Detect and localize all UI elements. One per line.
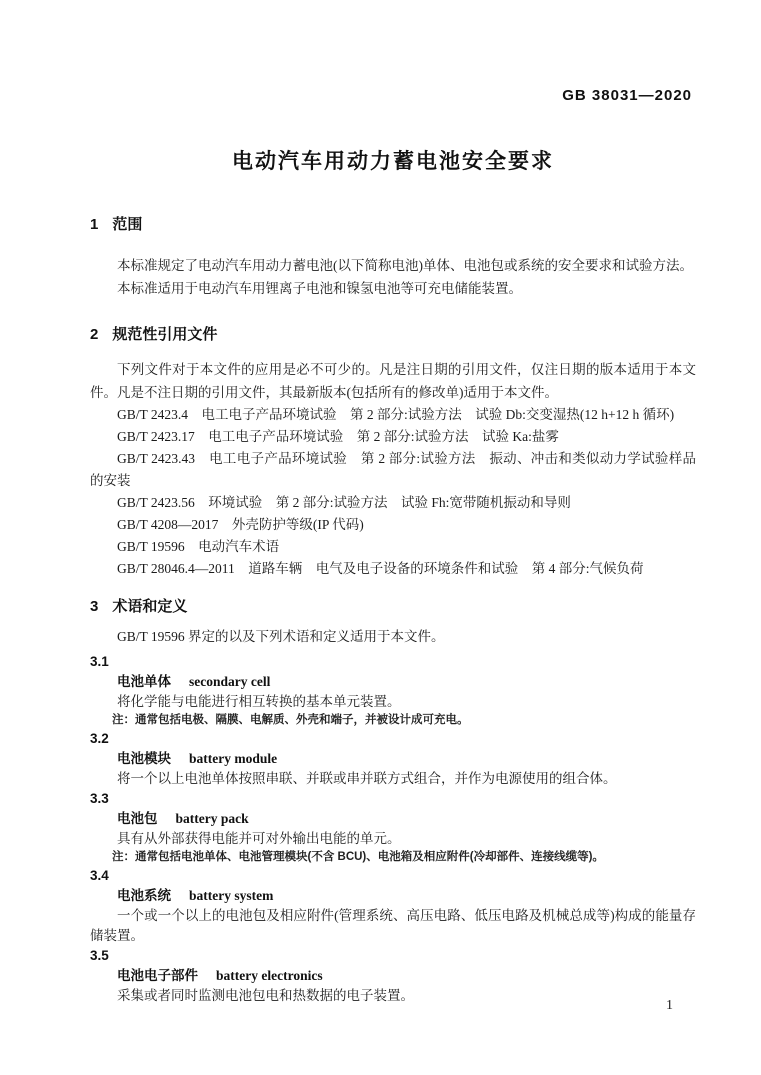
term-number: 3.5 [90,948,109,963]
term-name-zh: 电池系统 [117,888,171,903]
term-name [90,672,696,692]
term-definition: 将化学能与电能进行相互转换的基本单元装置。 [117,694,401,709]
term-number: 3.3 [90,791,109,806]
section-number: 3 [90,598,99,615]
term-entry [90,789,696,866]
term-name-en: battery electronics [216,968,323,983]
term-name-zh: 电池单体 [117,674,171,689]
section-heading-terms [90,596,696,618]
term-name-en: battery system [189,888,274,903]
doc-title: 电动汽车用动力蓄电池安全要求 [232,150,554,173]
scope-body [90,254,696,300]
terms-list [90,652,696,1006]
term-name [90,886,696,906]
paragraph: 下列文件对于本文件的应用是必不可少的。凡是注日期的引用文件，仅注日期的版本适用于本文件。凡是不注日期的引用文件，其最新版本(包括所有的修改单)适用于本文件。 [90,362,696,400]
section-number: 2 [90,326,99,343]
term-definition: 一个或一个以上的电池包及相应附件(管理系统、高压电路、低压电路及机械总成等)构成的能量存储装置。 [90,908,696,943]
term-entry [90,729,696,789]
reference-item: GB/T 2423.17 电工电子产品环境试验 第 2 部分:试验方法 试验 Ka:盐雾 [117,429,559,444]
paragraph: 本标准适用于电动汽车用锂离子电池和镍氢电池等可充电储能装置。 [117,281,522,296]
terms-intro: GB/T 19596 界定的以及下列术语和定义适用于本文件。 [117,629,445,644]
section-title: 范围 [112,216,143,233]
term-number: 3.1 [90,654,109,669]
term-name-en: battery module [189,751,278,766]
section-title: 规范性引用文件 [112,326,218,343]
doc-code: GB 38031—2020 [562,87,692,104]
paragraph: 本标准规定了电动汽车用动力蓄电池(以下简称电池)单体、电池包或系统的安全要求和试验方法。 [117,258,693,273]
term-note: 注：通常包括电池单体、电池管理模块(不含 BCU)、电池箱及相应附件(冷却部件、连接线缆等)。 [112,851,604,863]
section-heading-scope [90,214,696,236]
term-number: 3.4 [90,868,109,883]
term-entry [90,652,696,729]
term-definition: 采集或者同时监测电池包电和热数据的电子装置。 [117,988,414,1003]
term-entry [90,866,696,946]
term-name-zh: 电池包 [117,811,158,826]
reference-item: GB/T 19596 电动汽车术语 [117,539,280,554]
reference-item: GB/T 4208—2017 外壳防护等级(IP 代码) [117,517,364,532]
term-name-en: secondary cell [189,674,271,689]
term-number: 3.2 [90,731,109,746]
reference-item: GB/T 2423.43 电工电子产品环境试验 第 2 部分:试验方法 振动、冲击和类似动力学试验样品的安装 [90,451,696,488]
term-name [90,749,696,769]
term-name-en: battery pack [175,811,249,826]
page-content [90,0,696,1006]
reference-list [90,404,696,580]
normative-refs-body [90,358,696,580]
section-number: 1 [90,216,99,233]
page-number: 1 [666,998,673,1013]
term-note: 注：通常包括电极、隔膜、电解质、外壳和端子，并被设计成可充电。 [112,714,469,726]
reference-item: GB/T 2423.4 电工电子产品环境试验 第 2 部分:试验方法 试验 Db:交变湿热(12 h+12 h 循环) [117,407,675,422]
section-title: 术语和定义 [112,598,188,615]
term-name [90,809,696,829]
reference-item: GB/T 28046.4—2011 道路车辆 电气及电子设备的环境条件和试验 第 4 部分:气候负荷 [117,561,644,576]
term-definition: 具有从外部获得电能并可对外输出电能的单元。 [117,831,401,846]
term-definition: 将一个以上电池单体按照串联、并联或串并联方式组合，并作为电源使用的组合体。 [117,771,617,786]
section-heading-normative-refs [90,324,696,346]
term-entry [90,946,696,1006]
term-name-zh: 电池模块 [117,751,171,766]
term-name [90,966,696,986]
term-name-zh: 电池电子部件 [117,968,198,983]
reference-item: GB/T 2423.56 环境试验 第 2 部分:试验方法 试验 Fh:宽带随机振动和导则 [117,495,571,510]
